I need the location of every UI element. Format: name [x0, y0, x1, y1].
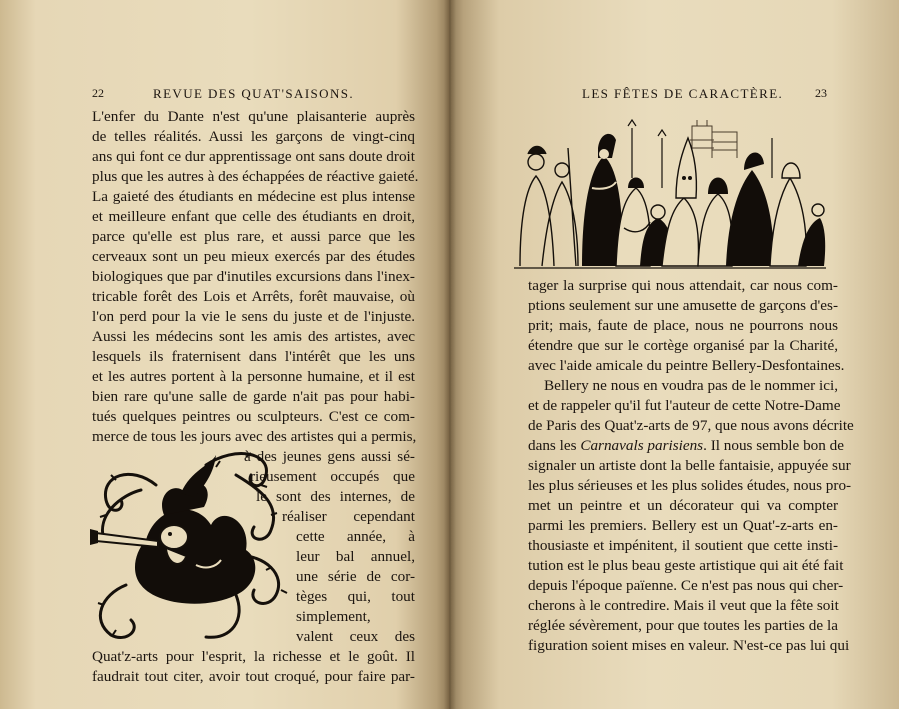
text-line: rieusement occupés que [250, 468, 415, 485]
text-line: parce qu'elle est plus rare, et aussi parce que les [92, 228, 415, 245]
text-line: thousiaste et impénitent, il soutient que cette insti- [528, 537, 838, 554]
text-line: cette année, à [296, 528, 415, 545]
text-line: leur bal annuel, [296, 548, 415, 565]
text-line: depuis l'époque païenne. Ce n'est pas nous qui cher- [528, 577, 844, 594]
text-line: l'on perd pour la vie le sens du juste et de l'injuste. [92, 308, 415, 325]
text-line: une série de cor- [296, 568, 415, 585]
text-line: tution est le plus beau geste artistique qui ait été fait [528, 557, 844, 574]
text-line: Bellery ne nous en voudra pas de le nommer ici, [544, 377, 838, 394]
right-running-title: LES FÊTES DE CARACTÈRE. [582, 86, 784, 101]
text-line: plus que les autres à des échappées de réactive gaieté. [92, 168, 419, 185]
text-segment: . Il nous semble bon de [703, 437, 844, 454]
text-line: parmi les premiers. Bellery est un Quat'-z-arts en- [528, 517, 838, 534]
text-line: de telles réalités. Aussi les garçons de vingt-cinq [92, 128, 415, 145]
text-line: simplement, [296, 608, 371, 625]
procession-illustration [512, 118, 828, 270]
text-line: signaler un artiste dont la belle fantaisie, appuyée sur [528, 457, 851, 474]
book-gutter [444, 0, 456, 709]
text-line: et de rappeler qu'il fut l'auteur de cette Notre-Dame [528, 397, 841, 414]
text-line: tricable forêt des Lois et Arrêts, forêt mauvaise, où [92, 288, 415, 305]
text-line: met un peintre et un décorateur qui va compter [528, 497, 838, 514]
text-line: biologiques que par d'inutiles excursions dans l'inex- [92, 268, 415, 285]
text-line: L'enfer du Dante n'est qu'une plaisanterie auprès [92, 108, 415, 125]
text-line: ans qui font ce dur apprentissage ont sans doute droit [92, 148, 415, 165]
text-line: bien rare qu'une salle de garde n'ait pas pour habi- [92, 388, 415, 405]
text-line: merce de tous les jours avec des artistes qui a permis, [92, 428, 417, 445]
left-running-title: REVUE DES QUAT'SAISONS. [153, 86, 355, 101]
text-line: cherons à le contredire. Mais il veut que la fête soit [528, 597, 839, 614]
text-line: Aussi les médecins sont les amis des artistes, avec [92, 328, 415, 345]
text-line: de Paris des Quat'z-arts de 97, que nous avons décrite [528, 417, 854, 434]
text-line: tèges qui, tout [296, 588, 415, 605]
text-line: et meilleure enfant que celle des étudiants en droit, [92, 208, 415, 225]
right-page [450, 0, 899, 709]
text-line: faudrait tout citer, avoir tout croqué, pour faire par- [92, 668, 415, 685]
italic-title: Carnavals parisiens [580, 437, 704, 454]
text-line: Quat'z-arts pour l'esprit, la richesse et le goût. Il [92, 648, 415, 665]
text-line: et les autres portent à la personne humaine, et il est [92, 368, 415, 385]
text-line: tager la surprise qui nous attendait, car nous com- [528, 277, 838, 294]
text-line: valent ceux des [296, 628, 415, 645]
text-line: à des jeunes gens aussi sé- [244, 448, 415, 465]
text-line: le sont des internes, de [256, 488, 415, 505]
text-line: cerveaux sont un peu mieux exercés par des études [92, 248, 415, 265]
text-line: réglée sévèrement, pour que toutes les parties de la [528, 617, 838, 634]
text-line: ptions seulement sur une amusette de garçons d'es- [528, 297, 838, 314]
text-line [528, 436, 844, 456]
left-running-head [0, 86, 450, 104]
text-line: figuration soient mises en valeur. N'est-ce pas lui qui [528, 637, 850, 654]
right-page-number: 23 [815, 86, 827, 100]
text-line: lesquels ils fraternisent dans l'intérêt que les uns [92, 348, 415, 365]
text-line: réaliser cependant [282, 508, 415, 525]
right-running-head [450, 86, 899, 104]
text-line: tués quelques peintres ou sculpteurs. C'est ce com- [92, 408, 415, 425]
text-line: La gaieté des étudiants en médecine est plus intense [92, 188, 415, 205]
jester-trumpet-illustration [86, 445, 296, 645]
text-segment: dans les [528, 437, 581, 454]
text-line: étendre que sur le cortège organisé par la Charité, [528, 337, 838, 354]
left-page-number: 22 [92, 86, 104, 100]
text-line: les plus sérieuses et les plus solides études, nous pro- [528, 477, 852, 494]
text-line: avec l'aide amicale du peintre Bellery-Desfontaines. [528, 357, 845, 374]
text-line: prit; mais, faute de place, nous ne pourrons nous [528, 317, 838, 334]
